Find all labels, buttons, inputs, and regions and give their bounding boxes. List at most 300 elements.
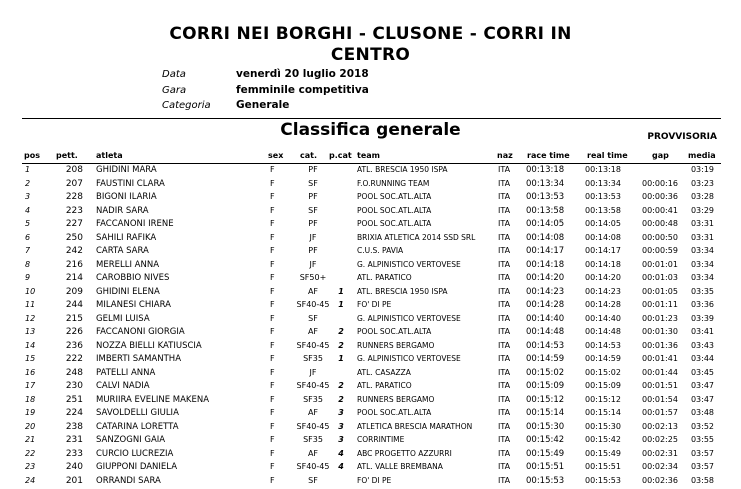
row-bib: 201 [65, 475, 83, 486]
document-title: CORRI NEI BORGHI - CLUSONE - CORRI IN [169, 24, 572, 44]
meta-label-gara: Gara [162, 85, 187, 96]
table-row [0, 476, 741, 489]
row-pos: 16 [25, 367, 36, 377]
row-nationality: ITA [498, 475, 511, 485]
row-pace: 03:48 [690, 408, 714, 417]
row-race-time: 00:15:02 [526, 367, 565, 378]
row-category: SF [308, 313, 318, 323]
table-row [0, 327, 741, 340]
row-team: ATL. CASAZZA [357, 367, 411, 377]
row-athlete: SAVOLDELLI GIULIA [96, 408, 179, 418]
row-bib: 236 [65, 340, 83, 351]
row-race-time: 00:15:51 [526, 462, 565, 472]
row-category-place: 2 [338, 394, 344, 404]
row-real-time: 00:15:49 [585, 448, 621, 458]
table-row [0, 179, 741, 192]
row-athlete: CATARINA LORETTA [96, 421, 179, 432]
row-bib: 224 [65, 408, 83, 418]
row-team: G. ALPINISTICO VERTOVESE [357, 354, 461, 363]
row-gap: 00:01:11 [642, 300, 678, 309]
table-row [0, 449, 741, 462]
row-bib: 216 [65, 259, 83, 270]
row-real-time: 00:15:53 [585, 475, 621, 485]
row-athlete: MERELLI ANNA [96, 259, 160, 270]
row-gap: 00:01:36 [642, 340, 678, 350]
row-category: SF [308, 205, 318, 215]
row-real-time: 00:14:05 [585, 219, 621, 228]
row-pace: 03:39 [690, 313, 714, 323]
row-pos: 14 [25, 340, 36, 350]
row-gap: 00:01:01 [642, 259, 678, 269]
row-pace: 03:41 [690, 327, 714, 336]
row-gap: 00:01:44 [642, 367, 678, 377]
row-real-time: 00:15:12 [585, 394, 621, 404]
row-bib: 233 [65, 448, 83, 459]
row-sex: F [270, 475, 275, 485]
row-nationality: ITA [498, 354, 511, 363]
row-race-time: 00:14:17 [526, 246, 565, 256]
row-real-time: 00:14:20 [585, 273, 621, 282]
row-nationality: ITA [498, 273, 511, 282]
row-pace: 03:36 [690, 300, 714, 309]
row-nationality: ITA [498, 219, 511, 228]
row-category: PF [308, 192, 318, 201]
row-athlete: CALVI NADIA [96, 381, 150, 391]
row-gap: 00:01:05 [642, 286, 678, 296]
row-category: SF35 [303, 394, 323, 404]
header-pcat: p.cat [329, 151, 352, 160]
row-pace: 03:34 [690, 273, 714, 282]
row-category-place: 3 [338, 435, 344, 444]
row-category: AF [307, 327, 319, 336]
row-category: SF50+ [299, 273, 327, 282]
row-real-time: 00:15:42 [585, 435, 621, 444]
row-team: RUNNERS BERGAMO [357, 394, 435, 404]
row-category: AF [307, 448, 319, 458]
row-category: SF35 [303, 354, 323, 363]
row-category: PF [308, 165, 318, 174]
row-nationality: ITA [498, 259, 511, 269]
row-athlete: NOZZA BIELLI KATIUSCIA [96, 340, 202, 351]
row-athlete: PATELLI ANNA [96, 367, 156, 378]
row-pos: 7 [25, 246, 31, 255]
row-team: RUNNERS BERGAMO [357, 340, 435, 350]
row-pos: 9 [25, 273, 31, 282]
row-category: JF [309, 367, 317, 377]
row-pos: 11 [25, 300, 36, 309]
row-pos: 19 [25, 408, 36, 417]
meta-label-data: Data [162, 69, 186, 80]
row-sex: F [270, 165, 275, 174]
row-sex: F [270, 435, 275, 444]
table-row [0, 435, 741, 448]
table-row [0, 287, 741, 300]
row-gap: 00:00:48 [642, 219, 678, 228]
row-nationality: ITA [498, 232, 511, 242]
row-pos: 13 [25, 327, 36, 336]
row-nationality: ITA [498, 421, 511, 431]
row-nationality: ITA [498, 313, 511, 323]
row-category: PF [308, 246, 318, 255]
table-row [0, 381, 741, 394]
row-race-time: 00:15:14 [526, 408, 565, 418]
row-race-time: 00:13:34 [526, 178, 565, 189]
row-team: POOL SOC.ATL.ALTA [357, 205, 432, 215]
header-cat: cat. [300, 151, 318, 160]
header-sex: sex [268, 151, 284, 160]
row-race-time: 00:14:20 [526, 273, 565, 283]
row-bib: 248 [65, 367, 83, 378]
row-team: POOL SOC.ATL.ALTA [357, 327, 432, 336]
table-row [0, 219, 741, 232]
row-gap: 00:00:16 [642, 178, 678, 188]
row-nationality: ITA [498, 300, 511, 309]
row-pace: 03:23 [690, 178, 714, 188]
row-pace: 03:43 [690, 340, 714, 350]
row-bib: 215 [65, 313, 83, 324]
table-row [0, 206, 741, 219]
row-pos: 23 [25, 462, 36, 471]
row-category: AF [307, 408, 319, 417]
row-category-place: 2 [338, 340, 344, 350]
row-category: SF40-45 [296, 300, 330, 309]
row-team: ATL. BRESCIA 1950 ISPA [357, 286, 448, 296]
row-sex: F [270, 219, 275, 228]
row-athlete: NADIR SARA [96, 205, 149, 216]
row-race-time: 00:15:30 [526, 421, 565, 432]
row-bib: 242 [65, 246, 83, 256]
header-rule [22, 163, 721, 164]
row-pos: 21 [25, 435, 36, 444]
row-gap: 00:00:41 [642, 205, 678, 215]
row-pos: 5 [25, 219, 31, 228]
row-pace: 03:47 [690, 381, 714, 390]
row-athlete: FACCANONI IRENE [96, 219, 174, 229]
row-pace: 03:45 [690, 367, 714, 377]
table-row [0, 422, 741, 435]
row-race-time: 00:15:09 [526, 381, 565, 391]
row-athlete: BIGONI ILARIA [96, 192, 157, 202]
top-rule [22, 118, 721, 119]
row-pace: 03:31 [690, 219, 714, 228]
row-nationality: ITA [498, 286, 511, 296]
row-team: C.U.S. PAVIA [357, 246, 404, 255]
row-gap: 00:00:59 [642, 246, 678, 255]
table-row [0, 368, 741, 381]
row-sex: F [270, 286, 275, 296]
row-gap: 00:02:25 [642, 435, 678, 444]
row-sex: F [270, 178, 275, 188]
row-category: AF [307, 286, 319, 296]
row-bib: 231 [65, 435, 83, 445]
row-athlete: GHIDINI ELENA [96, 286, 160, 297]
row-nationality: ITA [498, 246, 511, 255]
row-athlete: FAUSTINI CLARA [96, 178, 165, 189]
row-pace: 03:57 [690, 448, 714, 458]
row-team: ATL. PARATICO [357, 273, 412, 282]
row-pace: 03:34 [690, 259, 714, 269]
row-pace: 03:44 [690, 354, 714, 363]
row-bib: 226 [65, 327, 83, 337]
row-race-time: 00:14:23 [526, 286, 565, 297]
row-bib: 227 [65, 219, 83, 229]
row-athlete: FACCANONI GIORGIA [96, 327, 185, 337]
row-athlete: MILANESI CHIARA [96, 300, 171, 310]
row-race-time: 00:14:53 [526, 340, 565, 351]
row-race-time: 00:15:12 [526, 394, 565, 405]
row-category: SF [308, 178, 318, 188]
row-athlete: GELMI LUISA [96, 313, 150, 324]
row-real-time: 00:15:09 [585, 381, 621, 390]
row-pos: 12 [25, 313, 36, 323]
row-nationality: ITA [498, 178, 511, 188]
row-team: F.O.RUNNING TEAM [357, 178, 430, 188]
row-race-time: 00:14:28 [526, 300, 565, 310]
row-sex: F [270, 327, 275, 336]
row-race-time: 00:15:42 [526, 435, 565, 445]
row-gap: 00:00:36 [642, 192, 678, 201]
row-race-time: 00:14:18 [526, 259, 565, 270]
row-bib: 238 [65, 421, 83, 432]
row-team: BRIXIA ATLETICA 2014 SSD SRL [357, 232, 476, 242]
row-real-time: 00:13:34 [585, 178, 621, 188]
row-athlete: GIUPPONI DANIELA [96, 462, 178, 472]
row-real-time: 00:13:53 [585, 192, 621, 201]
row-category-place: 1 [338, 300, 344, 309]
table-row [0, 233, 741, 246]
header-team: team [357, 151, 380, 160]
table-row [0, 192, 741, 205]
row-pace: 03:35 [690, 286, 714, 296]
table-row [0, 165, 741, 178]
row-nationality: ITA [498, 381, 511, 390]
row-sex: F [270, 421, 275, 431]
header-real-time: real time [587, 151, 628, 160]
table-row [0, 260, 741, 273]
header-race-time: race time [527, 151, 570, 160]
row-real-time: 00:13:58 [585, 205, 621, 215]
row-bib: 230 [65, 381, 83, 391]
row-athlete: CURCIO LUCREZIA [96, 448, 174, 459]
row-pos: 15 [25, 354, 36, 363]
table-row [0, 273, 741, 286]
row-pos: 8 [25, 259, 31, 269]
row-category-place: 2 [338, 327, 344, 336]
row-athlete: GHIDINI MARA [96, 165, 157, 175]
row-bib: 228 [65, 192, 83, 202]
row-bib: 251 [65, 394, 83, 405]
row-race-time: 00:13:58 [526, 205, 565, 216]
row-pos: 10 [25, 286, 36, 296]
row-nationality: ITA [498, 394, 511, 404]
row-bib: 208 [65, 165, 83, 175]
row-sex: F [270, 381, 275, 390]
row-nationality: ITA [498, 192, 511, 201]
row-race-time: 00:15:49 [526, 448, 565, 459]
row-category-place: 4 [338, 448, 344, 458]
table-row [0, 395, 741, 408]
row-category-place: 3 [338, 421, 344, 431]
header-naz: naz [497, 151, 513, 160]
table-row [0, 354, 741, 367]
row-real-time: 00:14:53 [585, 340, 621, 350]
row-bib: 244 [65, 300, 83, 310]
row-category-place: 2 [338, 381, 344, 390]
table-row [0, 300, 741, 313]
row-team: ATL. PARATICO [357, 381, 412, 390]
row-athlete: SAHILI RAFIKA [96, 232, 157, 243]
table-row [0, 314, 741, 327]
row-sex: F [270, 259, 275, 269]
row-real-time: 00:14:18 [585, 259, 621, 269]
status-label: PROVVISORIA [647, 132, 717, 142]
row-sex: F [270, 408, 275, 417]
row-sex: F [270, 340, 275, 350]
row-sex: F [270, 300, 275, 309]
row-athlete: CARTA SARA [96, 246, 149, 256]
row-team: G. ALPINISTICO VERTOVESE [357, 313, 461, 323]
document-title-continued: CENTRO [330, 45, 411, 65]
row-nationality: ITA [498, 462, 511, 471]
row-athlete: ORRANDI SARA [96, 475, 161, 486]
row-team: ATL. BRESCIA 1950 ISPA [357, 165, 448, 174]
row-pos: 4 [25, 205, 31, 215]
row-gap: 00:01:23 [642, 313, 678, 323]
row-real-time: 00:15:02 [585, 367, 621, 377]
row-bib: 214 [65, 273, 83, 283]
row-category: SF35 [303, 435, 323, 444]
table-row [0, 462, 741, 475]
row-race-time: 00:14:08 [526, 232, 565, 243]
row-sex: F [270, 394, 275, 404]
row-team: ABC PROGETTO AZZURRI [357, 448, 452, 458]
row-bib: 250 [65, 232, 83, 243]
row-team: POOL SOC.ATL.ALTA [357, 219, 432, 228]
row-gap: 00:01:03 [642, 273, 678, 282]
row-sex: F [270, 313, 275, 323]
row-gap: 00:01:30 [642, 327, 678, 336]
row-race-time: 00:14:59 [526, 354, 565, 364]
section-title: Classifica generale [280, 120, 461, 140]
meta-value-data: venerdì 20 luglio 2018 [236, 68, 369, 80]
row-category: SF40-45 [296, 340, 330, 350]
row-team: G. ALPINISTICO VERTOVESE [357, 259, 461, 269]
row-category: SF40-45 [296, 462, 330, 471]
row-pos: 17 [25, 381, 36, 390]
row-gap: 00:02:13 [642, 421, 678, 431]
row-pos: 3 [25, 192, 31, 201]
row-race-time: 00:14:05 [526, 219, 565, 229]
row-gap: 00:00:50 [642, 232, 678, 242]
row-real-time: 00:14:17 [585, 246, 621, 255]
row-race-time: 00:14:48 [526, 327, 565, 337]
row-athlete: CAROBBIO NIVES [96, 273, 170, 283]
table-row [0, 246, 741, 259]
row-nationality: ITA [498, 435, 511, 444]
row-team: ATL. VALLE BREMBANA [357, 462, 443, 471]
row-pos: 1 [25, 165, 31, 174]
row-race-time: 00:15:53 [526, 475, 565, 486]
row-real-time: 00:15:51 [585, 462, 621, 471]
row-pace: 03:55 [690, 435, 714, 444]
row-nationality: ITA [498, 205, 511, 215]
row-bib: 207 [65, 178, 83, 189]
row-pace: 03:19 [690, 165, 714, 174]
row-pos: 18 [25, 394, 36, 404]
row-team: FO' DI PE [357, 300, 392, 309]
row-nationality: ITA [498, 448, 511, 458]
row-sex: F [270, 273, 275, 282]
row-category-place: 1 [338, 286, 344, 296]
row-real-time: 00:13:18 [585, 165, 621, 174]
row-pace: 03:52 [690, 421, 714, 431]
row-gap: 00:02:34 [642, 462, 678, 471]
row-pos: 24 [25, 475, 36, 485]
row-pace: 03:47 [690, 394, 714, 404]
row-pos: 20 [25, 421, 36, 431]
row-race-time: 00:13:18 [526, 165, 565, 175]
row-sex: F [270, 246, 275, 255]
row-category: SF40-45 [296, 381, 330, 390]
row-pos: 6 [25, 232, 31, 242]
row-gap: 00:02:31 [642, 448, 678, 458]
row-bib: 223 [65, 205, 83, 216]
row-pace: 03:57 [690, 462, 714, 471]
row-pos: 22 [25, 448, 36, 458]
row-team: FO' DI PE [357, 475, 392, 485]
row-pace: 03:31 [690, 232, 714, 242]
row-gap: 00:01:41 [642, 354, 678, 363]
row-pos: 2 [25, 178, 31, 188]
row-nationality: ITA [498, 408, 511, 417]
row-real-time: 00:14:48 [585, 327, 621, 336]
meta-label-categoria: Categoria [162, 100, 211, 111]
meta-value-gara: femminile competitiva [236, 84, 369, 96]
header-pos: pos [24, 151, 40, 160]
row-nationality: ITA [498, 165, 511, 174]
row-sex: F [270, 192, 275, 201]
row-nationality: ITA [498, 327, 511, 336]
table-row [0, 341, 741, 354]
row-gap: 00:01:57 [642, 408, 678, 417]
row-bib: 209 [65, 286, 83, 297]
row-pace: 03:28 [690, 192, 714, 201]
row-category-place: 1 [338, 354, 344, 363]
row-athlete: SANZOGNI GAIA [96, 435, 166, 445]
row-category: JF [309, 259, 317, 269]
row-gap: 00:01:51 [642, 381, 678, 390]
row-bib: 240 [65, 462, 83, 472]
header-pett: pett. [56, 151, 78, 160]
row-team: CORRINTIME [357, 435, 405, 444]
row-sex: F [270, 367, 275, 377]
row-sex: F [270, 205, 275, 215]
row-race-time: 00:14:40 [526, 313, 565, 324]
row-pace: 03:34 [690, 246, 714, 255]
row-category: SF40-45 [296, 421, 330, 431]
header-media: media [688, 151, 716, 160]
row-team: ATLETICA BRESCIA MARATHON [357, 421, 473, 431]
row-sex: F [270, 232, 275, 242]
row-team: POOL SOC.ATL.ALTA [357, 192, 432, 201]
row-race-time: 00:13:53 [526, 192, 565, 202]
row-nationality: ITA [498, 367, 511, 377]
table-row [0, 408, 741, 421]
row-real-time: 00:15:30 [585, 421, 621, 431]
row-real-time: 00:14:40 [585, 313, 621, 323]
row-real-time: 00:14:59 [585, 354, 621, 363]
row-sex: F [270, 354, 275, 363]
